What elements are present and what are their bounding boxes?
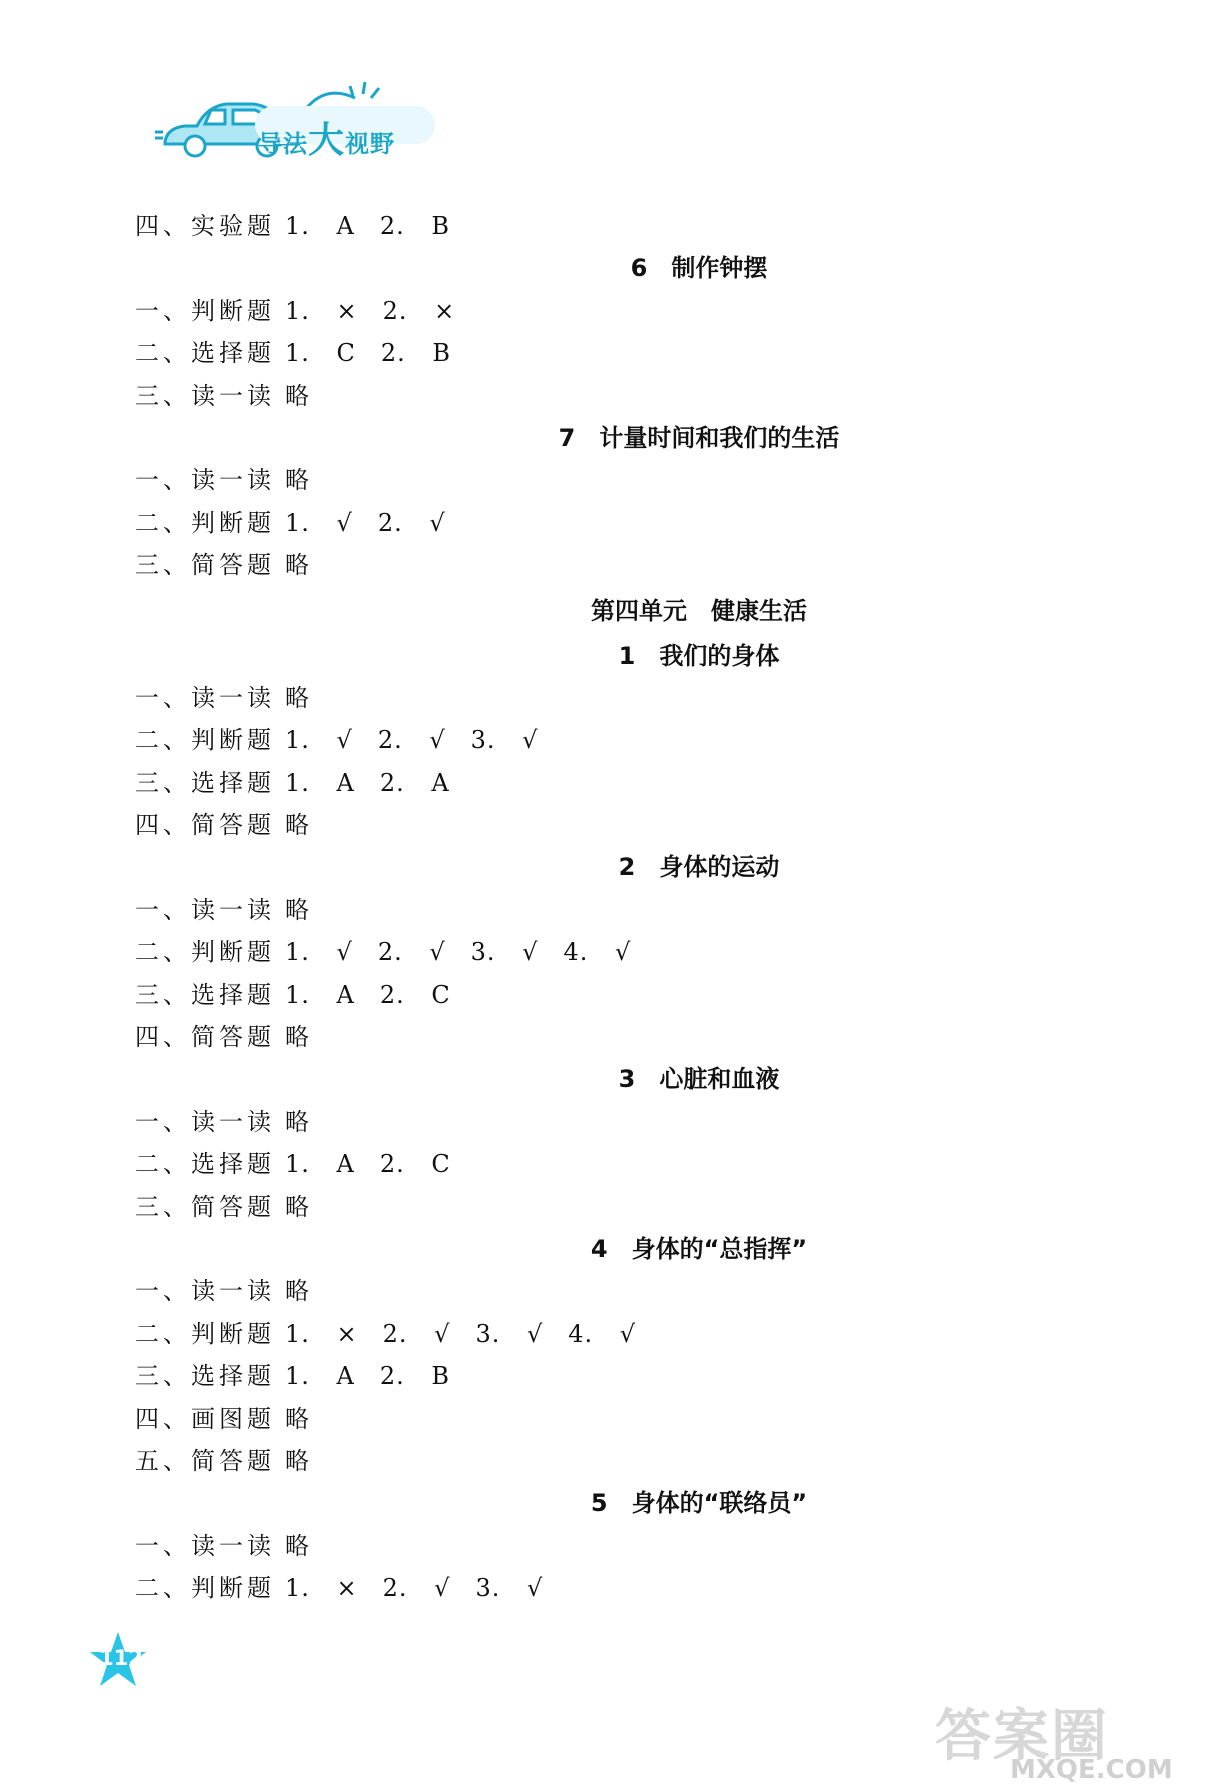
question-type-label: 一、读一读 [135,683,275,712]
logo-small-text: 导法 [258,130,308,158]
answer-text: 1. A 2. C [285,980,451,1009]
question-type-label: 三、简答题 [135,1192,275,1221]
answer-text: 略 [285,811,310,840]
answer-row [135,1355,1095,1397]
page-number: 112 [99,1646,143,1670]
question-type-label: 四、简答题 [135,1023,275,1052]
question-type-label: 二、判断题 [135,508,275,537]
answer-text: 略 [285,1023,310,1052]
question-type-label: 一、读一读 [135,466,275,495]
answer-row [135,375,1095,417]
answer-text: 略 [285,466,310,495]
question-type-label: 一、读一读 [135,1107,275,1136]
answer-row [135,332,1095,374]
lesson-heading: 6 制作钟摆 [630,254,768,283]
answer-row [135,1525,1095,1567]
answer-row [135,974,1095,1016]
answer-row [135,544,1095,586]
answer-text: 略 [285,1107,310,1136]
watermark-url: MXQE.COM [1010,1755,1173,1785]
answer-row [135,290,1095,332]
lesson-heading: 7 计量时间和我们的生活 [558,423,840,452]
answer-text: 略 [285,895,310,924]
answer-text: 略 [285,1192,310,1221]
answer-text: 略 [285,1277,310,1306]
answer-text: 1. √ 2. √ 3. √ 4. √ [285,938,632,967]
unit-heading: 第四单元 健康生活 [591,596,807,625]
answer-text: 略 [285,1531,310,1560]
answer-text: 1. √ 2. √ 3. √ [285,726,539,755]
question-type-label: 三、选择题 [135,1362,275,1391]
question-type-label: 三、选择题 [135,768,275,797]
question-type-label: 一、判断题 [135,296,275,325]
question-type-label: 四、简答题 [135,811,275,840]
answer-row [135,459,1095,501]
answer-text: 1. A 2. B [285,212,451,240]
answer-row [135,889,1095,931]
question-type-label: 四、实验题 [135,212,275,240]
question-type-label: 一、读一读 [135,895,275,924]
answer-text: 略 [285,683,310,712]
answer-row [135,1313,1095,1355]
logo-title [258,112,395,163]
answer-row [135,719,1095,761]
answer-row [135,1143,1095,1185]
answer-text: 1. A 2. C [285,1150,451,1179]
lesson-heading: 4 身体的“总指挥” [590,1234,808,1263]
answer-list [135,205,1095,1610]
question-type-label: 三、选择题 [135,980,275,1009]
question-type-label: 二、判断题 [135,1574,275,1603]
answer-row [135,677,1095,719]
answer-text: 略 [285,381,310,410]
lesson-heading: 3 心脏和血液 [618,1065,780,1094]
answer-row [135,1101,1095,1143]
answer-row [135,804,1095,846]
question-type-label: 一、读一读 [135,1277,275,1306]
question-type-label: 二、判断题 [135,726,275,755]
answer-row [135,1186,1095,1228]
answer-row [135,1440,1095,1482]
answer-row [135,205,1095,247]
question-type-label: 一、读一读 [135,1531,275,1560]
question-type-label: 三、简答题 [135,551,275,580]
lesson-heading: 5 身体的“联络员” [590,1489,808,1518]
answer-text: 1. C 2. B [285,339,452,368]
answer-row [135,502,1095,544]
answer-row [135,931,1095,973]
answer-row [135,1016,1095,1058]
answer-text: 1. × 2. × [285,296,456,325]
question-type-label: 五、简答题 [135,1446,275,1475]
question-type-label: 二、判断题 [135,938,275,967]
question-type-label: 二、选择题 [135,339,275,368]
question-type-label: 四、画图题 [135,1404,275,1433]
lesson-heading: 1 我们的身体 [618,641,780,670]
question-type-label: 三、读一读 [135,381,275,410]
answer-row [135,1398,1095,1440]
question-type-label: 二、判断题 [135,1319,275,1348]
answer-text: 略 [285,1404,310,1433]
answer-text: 1. √ 2. √ [285,508,446,537]
answer-text: 1. A 2. B [285,1362,451,1391]
question-type-label: 二、选择题 [135,1150,275,1179]
answer-row [135,762,1095,804]
answer-text: 略 [285,551,310,580]
answer-text: 略 [285,1446,310,1475]
watermark-logo: 答案圈 [935,1704,1109,1769]
answer-row [135,1567,1095,1609]
answer-text: 1. A 2. A [285,768,450,797]
answer-row [135,1270,1095,1312]
answer-text: 1. × 2. √ 3. √ [285,1574,544,1603]
logo-big-text: 大 [308,120,346,161]
lesson-heading: 2 身体的运动 [618,853,780,882]
answer-text: 1. × 2. √ 3. √ 4. √ [285,1319,637,1348]
logo-end-text: 视野 [345,130,396,158]
